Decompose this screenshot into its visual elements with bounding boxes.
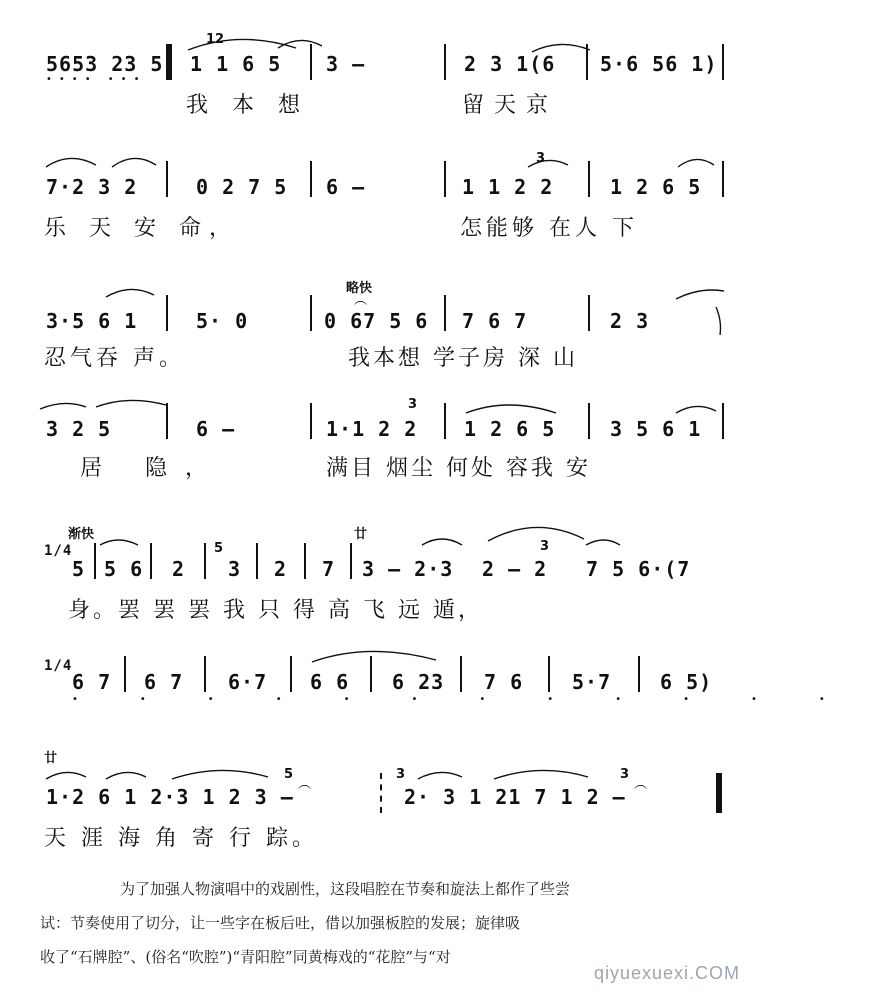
barline: [256, 543, 258, 579]
time-signature: 1/4: [44, 658, 73, 674]
barline: [310, 295, 312, 331]
measure: 6 —: [326, 175, 366, 199]
annotation-line: 试：节奏使用了切分，让一些字在板后吐，借以加强板腔的发展；旋律吸: [40, 914, 521, 932]
barline: [310, 403, 312, 439]
lyric: 居 隐，: [80, 456, 225, 481]
measure: 1 1 2 2: [462, 175, 554, 199]
barline: [588, 295, 590, 331]
score-row-3: [0, 265, 760, 375]
measure: 2 3 1(6: [464, 52, 556, 76]
measure: 5653 23 5): [46, 52, 177, 76]
barline: [722, 44, 724, 80]
lyric: 忍气吞 声。: [44, 346, 185, 371]
measure: 1 2 6 5: [464, 417, 556, 441]
barline: [586, 44, 588, 80]
lyric: 我本想: [186, 93, 325, 118]
barline: [310, 161, 312, 197]
slur-marks: [0, 30, 760, 140]
octave-dots: •••• •••: [46, 74, 147, 85]
double-barline: [166, 44, 172, 80]
grace-note-mark: 12: [206, 32, 225, 47]
score-row-2: [0, 145, 760, 255]
grace-note-mark: 5: [284, 767, 294, 782]
measure: 7 6: [484, 670, 524, 694]
measure: 1·2 6 1 2·3 1 2 3 —: [46, 785, 294, 809]
measure: 2· 3 1 21 7 1 2 —: [404, 785, 626, 809]
measure: 7 6 7: [462, 309, 528, 333]
measure: 5: [72, 557, 86, 581]
measure: 6 —: [196, 417, 236, 441]
barline: [166, 295, 168, 331]
barline: [204, 656, 206, 692]
lyric: 天 涯 海 角 寄 行 踪。: [44, 826, 318, 851]
free-meter-mark: 廿: [44, 751, 58, 766]
measure: 5·6 56 1): [600, 52, 718, 76]
fermata-mark: ︵: [634, 777, 648, 792]
tempo-mark: 略快: [346, 281, 373, 296]
measure: 1 2 6 5: [610, 175, 702, 199]
measure: 5· 0: [196, 309, 249, 333]
barline: [304, 543, 306, 579]
octave-dots: ••••••••••••: [72, 694, 887, 705]
barline: [722, 403, 724, 439]
barline: [166, 403, 168, 439]
watermark: qiyuexuexi.COM: [593, 963, 740, 983]
measure: 6 5): [660, 670, 713, 694]
tempo-mark: 渐快: [68, 527, 95, 542]
barline: [350, 543, 352, 579]
measure: 0 2 7 5: [196, 175, 288, 199]
time-signature: 1/4: [44, 543, 73, 559]
lyric: 身。罢 罢 罢 我 只 得 高 飞 远 遁，: [68, 598, 483, 623]
annotation-line: 为了加强人物演唱中的戏剧性，这段唱腔在节奏和旋法上都作了些尝: [120, 880, 571, 898]
fermata-mark: ︵: [354, 293, 368, 308]
barline: [310, 44, 312, 80]
grace-note-mark: 3: [620, 767, 630, 782]
measure: 3 —: [326, 52, 366, 76]
measure: 1·1 2 2: [326, 417, 418, 441]
barline: [124, 656, 126, 692]
barline: [290, 656, 292, 692]
measure: 1 1 6 5: [190, 52, 282, 76]
barline: [588, 403, 590, 439]
barline: [444, 44, 446, 80]
measure: 6 23: [392, 670, 445, 694]
free-meter-mark: 廿: [354, 527, 368, 542]
measure: 7 5 6·(7: [586, 557, 691, 581]
lyric: 满目 烟尘 何处 容我 安: [326, 456, 591, 481]
barline: [444, 295, 446, 331]
measure: 0 67 5 6: [324, 309, 429, 333]
barline: [166, 161, 168, 197]
score-row-1: [0, 30, 760, 140]
measure: 6 6: [310, 670, 350, 694]
measure: 5 6: [104, 557, 144, 581]
measure: 6 7: [144, 670, 184, 694]
lyric: 留天京: [462, 93, 559, 118]
measure: 6 7: [72, 670, 112, 694]
grace-note-mark: 3: [396, 767, 406, 782]
barline: [588, 161, 590, 197]
score-row-5: [0, 515, 760, 625]
measure: 5·7: [572, 670, 612, 694]
measure: 3 5 6 1: [610, 417, 702, 441]
dashed-barline: [380, 773, 382, 813]
barline: [444, 161, 446, 197]
final-barline: [716, 773, 722, 813]
measure: 2 — 2: [482, 557, 548, 581]
slur-marks: [0, 395, 760, 505]
barline: [638, 656, 640, 692]
barline: [370, 656, 372, 692]
score-row-4: [0, 395, 760, 505]
barline: [722, 161, 724, 197]
barline: [444, 403, 446, 439]
score-row-7: [0, 745, 760, 855]
measure: 2: [274, 557, 288, 581]
grace-note-mark: 5: [214, 541, 224, 556]
measure: 6·7: [228, 670, 268, 694]
barline: [94, 543, 96, 579]
fermata-mark: ︵: [298, 777, 312, 792]
measure: 2: [172, 557, 186, 581]
annotation-line: 收了“石牌腔”、(俗名“吹腔”)“青阳腔”同黄梅戏的“花腔”与“对: [40, 948, 451, 966]
lyric: 我本想 学子房 深 山: [348, 346, 578, 371]
measure: 7·2 3 2: [46, 175, 138, 199]
barline: [150, 543, 152, 579]
barline: [548, 656, 550, 692]
barline: [204, 543, 206, 579]
grace-note-mark: 3: [408, 397, 418, 412]
barline: [460, 656, 462, 692]
lyric: 乐 天 安 命，: [44, 216, 239, 241]
lyric: 怎能够 在人 下: [460, 216, 638, 241]
measure: 3 2 5: [46, 417, 112, 441]
measure: 3·5 6 1: [46, 309, 138, 333]
measure: 2 3: [610, 309, 650, 333]
annotation-text: [40, 872, 720, 974]
score-row-6: [0, 640, 887, 750]
measure: 7: [322, 557, 336, 581]
grace-note-mark: 3: [536, 151, 546, 166]
measure: 3: [228, 557, 242, 581]
grace-note-mark: 3: [540, 539, 550, 554]
measure: 3 — 2·3: [362, 557, 454, 581]
